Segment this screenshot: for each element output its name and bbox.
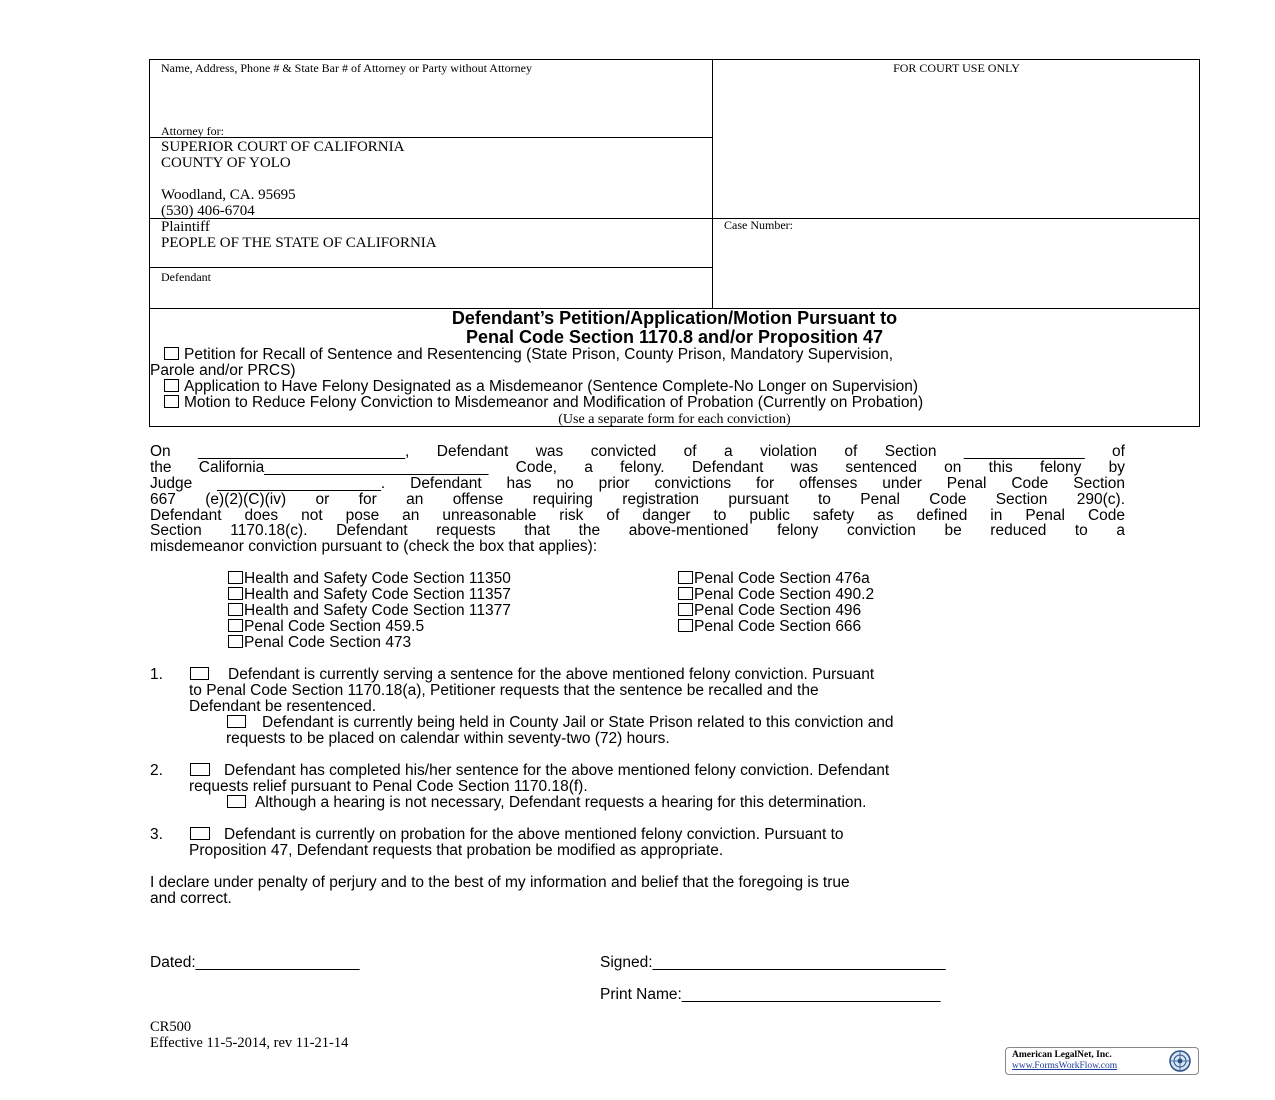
code-checkbox[interactable] <box>678 571 693 584</box>
item-2-sub <box>227 795 866 811</box>
signed-field[interactable]: Signed:__________________________________ <box>600 954 946 971</box>
item-1-checkbox[interactable] <box>190 667 209 680</box>
code-label: Penal Code Section 459.5 <box>244 618 425 635</box>
plaintiff-name: PEOPLE OF THE STATE OF CALIFORNIA <box>161 235 437 251</box>
form-id: CR500 <box>150 1019 192 1035</box>
code-option <box>228 587 511 603</box>
code-checkbox[interactable] <box>228 635 243 648</box>
item-1-sub-text: Defendant is currently being held in County Jail or State Prison related to this conviction and <box>262 714 894 731</box>
item-2-sub-text: Although a hearing is not necessary, Defendant requests a hearing for this determination. <box>255 794 867 811</box>
declaration-cont: and correct. <box>150 890 232 907</box>
dated-field[interactable]: Dated:___________________ <box>150 954 360 971</box>
code-label: Penal Code Section 666 <box>694 618 862 635</box>
code-label: Penal Code Section 473 <box>244 634 412 651</box>
logo-url[interactable]: www.FormsWorkFlow.com <box>1012 1061 1118 1071</box>
item-1-text-cont: Defendant be resentenced. <box>189 698 376 715</box>
american-legalnet-logo[interactable] <box>1005 1047 1199 1075</box>
item-1-sub-checkbox[interactable] <box>227 715 246 728</box>
body-line: 667 (e)(2)(C)(iv) or for an offense requiring registration pursuant to Penal Code Section 290(c). <box>150 491 1125 508</box>
code-checkbox[interactable] <box>678 587 693 600</box>
item-number: 3. <box>150 826 163 843</box>
item-1 <box>190 667 874 683</box>
effective-date: Effective 11-5-2014, rev 11-21-14 <box>150 1035 349 1051</box>
code-checkbox[interactable] <box>228 619 243 632</box>
code-checkbox[interactable] <box>228 587 243 600</box>
item-2-sub-checkbox[interactable] <box>227 795 246 808</box>
item-number: 1. <box>150 666 163 683</box>
item-3 <box>190 827 844 843</box>
petition-option <box>164 347 893 363</box>
court-use-label: FOR COURT USE ONLY <box>893 61 1020 75</box>
code-option <box>678 571 870 587</box>
caption-divider <box>149 267 712 268</box>
motion-text: Motion to Reduce Felony Conviction to Misdemeanor and Modification of Probation (Currently on Probation) <box>184 394 924 411</box>
attorney-label: Name, Address, Phone # & State Bar # of Attorney or Party without Attorney <box>161 61 532 75</box>
caption-divider <box>149 137 712 138</box>
code-option <box>228 619 424 635</box>
caption-divider-vertical <box>712 59 713 309</box>
code-label: Health and Safety Code Section 11350 <box>244 570 511 587</box>
body-line: Defendant does not pose an unreasonable risk of danger to public safety as defined in Penal Code <box>150 507 1125 524</box>
motion-option <box>164 395 923 411</box>
code-checkbox[interactable] <box>228 571 243 584</box>
application-checkbox[interactable] <box>164 379 179 392</box>
defendant-label: Defendant <box>161 270 211 284</box>
item-number: 2. <box>150 762 163 779</box>
body-line: Section 1170.18(c). Defendant requests that the above-mentioned felony conviction be reduced to a <box>150 522 1125 539</box>
declaration: I declare under penalty of perjury and to the best of my information and belief that the foregoing is true <box>150 874 850 891</box>
code-label: Penal Code Section 490.2 <box>694 586 875 603</box>
item-2-text: Defendant has completed his/her sentence for the above mentioned felony conviction. Defendant <box>224 762 890 779</box>
item-3-text: Defendant is currently on probation for the above mentioned felony conviction. Pursuant to <box>224 826 844 843</box>
code-option <box>678 603 861 619</box>
form-title-line-1: Defendant’s Petition/Application/Motion Pursuant to <box>451 308 898 328</box>
separate-form-note: (Use a separate form for each conviction) <box>558 412 791 427</box>
print-name-field[interactable]: Print Name:______________________________ <box>600 986 941 1003</box>
item-1-sub-text-cont: requests to be placed on calendar within seventy-two (72) hours. <box>226 730 670 747</box>
item-2-text-cont: requests relief pursuant to Penal Code Section 1170.18(f). <box>189 778 588 795</box>
code-option <box>228 603 511 619</box>
court-county: COUNTY OF YOLO <box>161 155 291 171</box>
code-option <box>678 619 861 635</box>
case-number-label: Case Number: <box>724 218 793 232</box>
code-label: Health and Safety Code Section 11357 <box>244 586 511 603</box>
body-line: On ________________________, Defendant was convicted of a violation of Section ______________ of <box>150 443 1125 460</box>
code-label: Penal Code Section 476a <box>694 570 870 587</box>
code-option <box>678 587 874 603</box>
code-checkbox[interactable] <box>678 603 693 616</box>
code-option <box>228 571 511 587</box>
application-text: Application to Have Felony Designated as a Misdemeanor (Sentence Complete-No Longer on Supervision) <box>184 378 919 395</box>
globe-icon <box>1166 1049 1194 1073</box>
item-3-checkbox[interactable] <box>190 827 210 840</box>
plaintiff-label: Plaintiff <box>161 219 210 235</box>
code-checkbox[interactable] <box>228 603 243 616</box>
body-line: misdemeanor conviction pursuant to (check the box that applies): <box>150 538 598 555</box>
logo-company-name: American LegalNet, Inc. <box>1012 1050 1112 1060</box>
body-line: the California__________________________ Code, a felony. Defendant was sentenced on this felony by <box>150 459 1125 476</box>
petition-checkbox[interactable] <box>164 347 179 360</box>
court-name: SUPERIOR COURT OF CALIFORNIA <box>161 139 405 155</box>
item-3-text-cont: Proposition 47, Defendant requests that probation be modified as appropriate. <box>189 842 724 859</box>
court-phone: (530) 406-6704 <box>161 203 255 219</box>
code-label: Penal Code Section 496 <box>694 602 862 619</box>
item-1-text-cont: to Penal Code Section 1170.18(a), Petitioner requests that the sentence be recalled and the <box>189 682 819 699</box>
code-checkbox[interactable] <box>678 619 693 632</box>
body-line: Judge ___________________. Defendant has no prior convictions for offenses under Penal Code Section <box>150 475 1125 492</box>
attorney-for-label: Attorney for: <box>161 124 224 138</box>
item-2 <box>190 763 889 779</box>
item-1-sub <box>227 715 894 731</box>
form-title-line-2: Penal Code Section 1170.8 and/or Proposition 47 <box>465 327 884 347</box>
item-2-checkbox[interactable] <box>190 763 210 776</box>
code-label: Health and Safety Code Section 11377 <box>244 602 511 619</box>
item-1-text: Defendant is currently serving a sentence for the above mentioned felony conviction. Pursuant <box>228 666 875 683</box>
code-option <box>228 635 411 651</box>
petition-text-cont: Parole and/or PRCS) <box>150 362 296 379</box>
application-option <box>164 379 918 395</box>
court-city: Woodland, CA. 95695 <box>161 187 296 203</box>
caption-divider <box>149 218 1200 219</box>
petition-text: Petition for Recall of Sentence and Resentencing (State Prison, County Prison, Mandatory Supervision, <box>184 346 894 363</box>
motion-checkbox[interactable] <box>164 395 179 408</box>
